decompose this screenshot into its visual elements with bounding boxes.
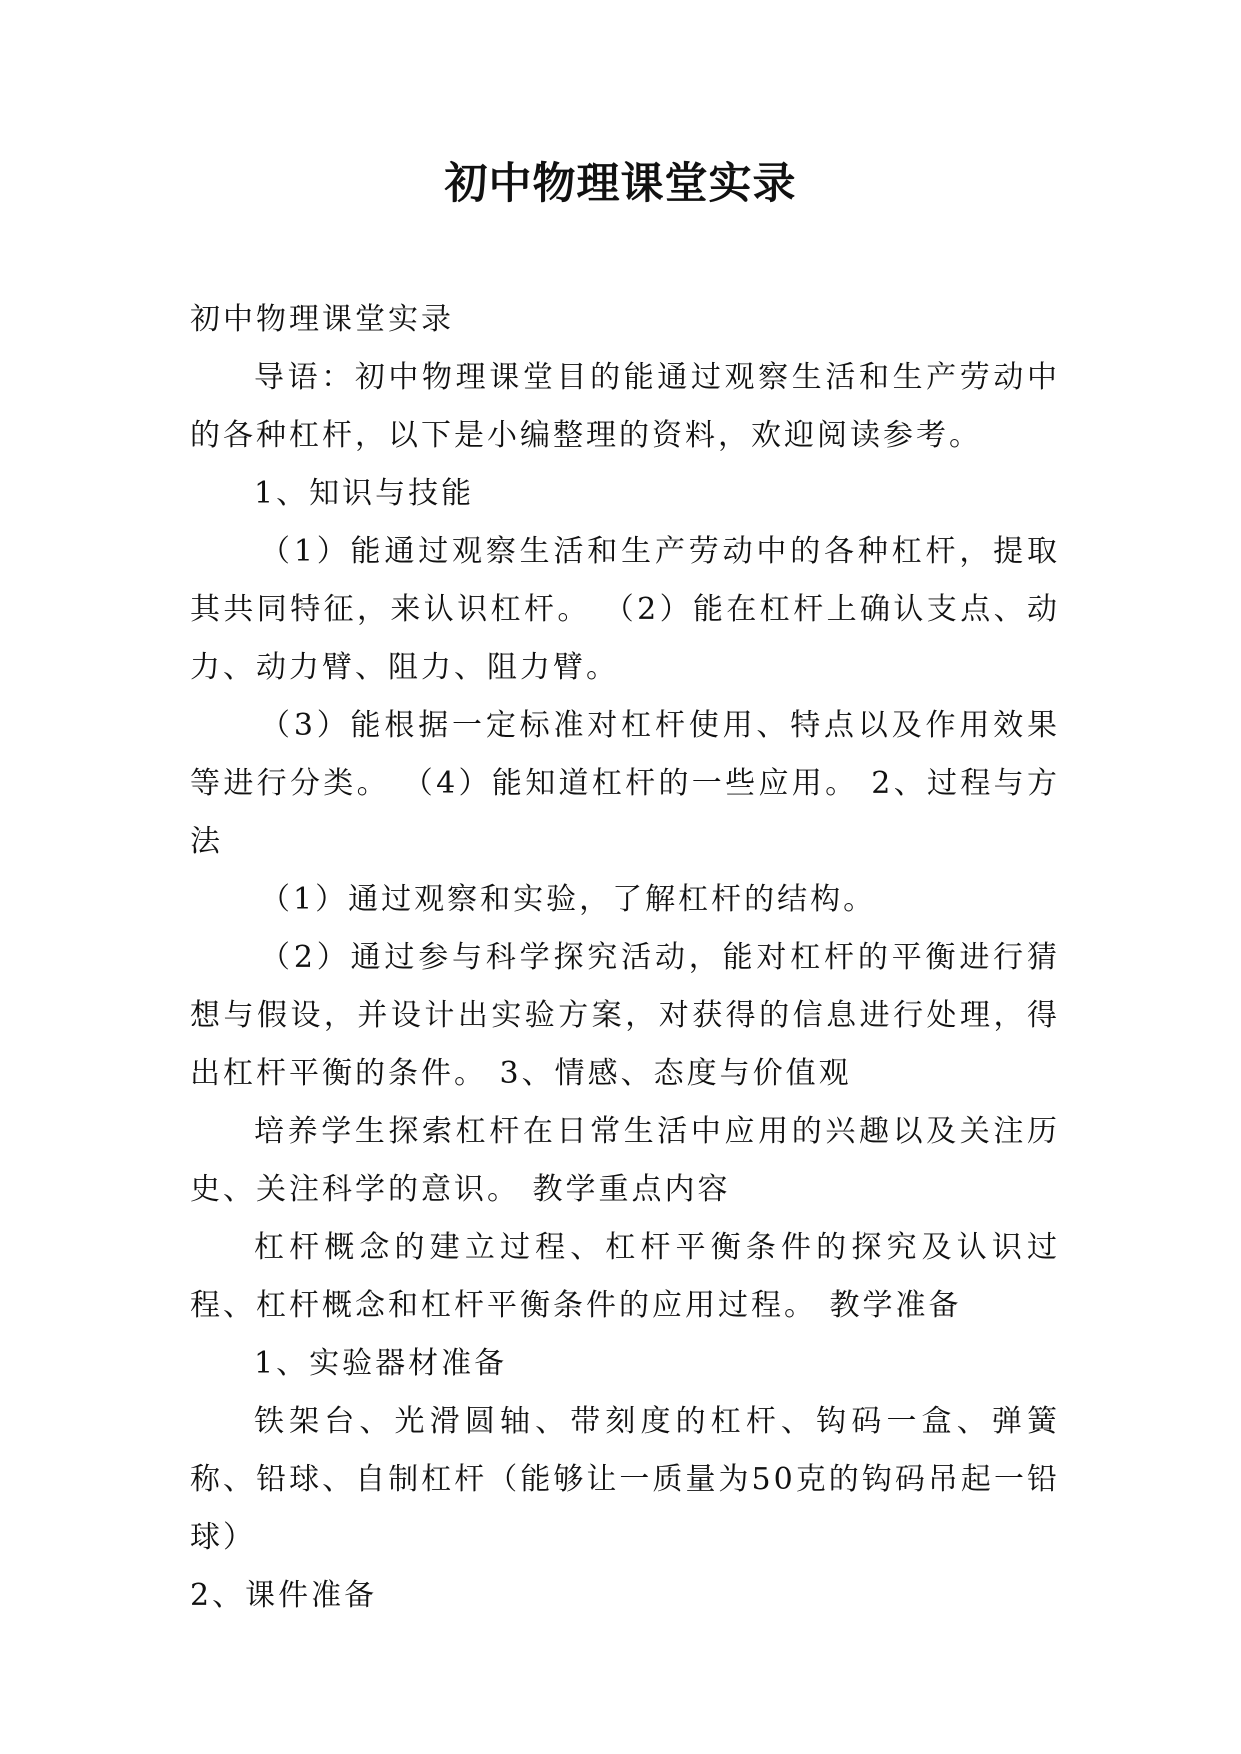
- paragraph-attitude: 培养学生探索杠杆在日常生活中应用的兴趣以及关注历史、关注科学的意识。 教学重点内容: [190, 1114, 1060, 1207]
- paragraph-equipment: 铁架台、光滑圆轴、带刻度的杠杆、钩码一盒、弹簧称、铅球、自制杠杆（能够让一质量为50克的钩码吊起一铅球）: [190, 1404, 1060, 1555]
- paragraph-prep-2: 2、课件准备: [190, 1578, 378, 1613]
- paragraph-section-1: 1、知识与技能: [254, 476, 475, 511]
- document-body: [190, 291, 1060, 1625]
- paragraph-intro: 导语：初中物理课堂目的能通过观察生活和生产劳动中的各种杠杆，以下是小编整理的资料，欢迎阅读参考。: [190, 360, 1060, 453]
- paragraph-heading: 初中物理课堂实录: [190, 302, 454, 337]
- paragraph-objectives-3-4: （3）能根据一定标准对杠杆使用、特点以及作用效果等进行分类。 （4）能知道杠杆的一些应用。 2、过程与方法: [190, 708, 1060, 859]
- paragraph-objectives-1-2: （1）能通过观察生活和生产劳动中的各种杠杆，提取其共同特征，来认识杠杆。 （2）能在杠杆上确认支点、动力、动力臂、阻力、阻力臂。: [190, 534, 1060, 685]
- paragraph-process-2: （2）通过参与科学探究活动，能对杠杆的平衡进行猜想与假设，并设计出实验方案，对获得的信息进行处理，得出杠杆平衡的条件。 3、情感、态度与价值观: [190, 940, 1060, 1091]
- paragraph-key-content: 杠杆概念的建立过程、杠杆平衡条件的探究及认识过程、杠杆概念和杠杆平衡条件的应用过程。 教学准备: [190, 1230, 1060, 1323]
- paragraph-process-1: （1）通过观察和实验，了解杠杆的结构。: [260, 882, 877, 917]
- document-title: 初中物理课堂实录: [444, 159, 797, 209]
- paragraph-prep-1: 1、实验器材准备: [254, 1346, 508, 1381]
